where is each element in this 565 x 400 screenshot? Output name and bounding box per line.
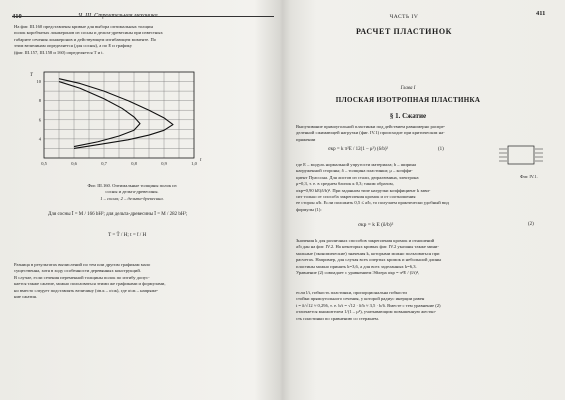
text-line: нагруженной стороны; δ – толщина пластинки; μ – коэффи- xyxy=(296,168,413,174)
formula-relative-moment: Для сосны Ī = M / 166 bH²; для дельта-древесины Ī = M / 282 bH²; xyxy=(48,212,188,217)
text-line: этим величинам определяется (для сосны), а по Е и графику xyxy=(14,43,133,49)
y-tick-label: 6 xyxy=(38,117,41,123)
text-line: габарите сечения лонжеронов и действующем изгибающем моменте. По xyxy=(14,36,157,42)
text-line: пряжении xyxy=(296,136,316,142)
x-axis-label: t xyxy=(200,158,202,163)
series-line-1 xyxy=(59,79,173,149)
chapter-title: ПЛОСКАЯ ИЗОТРОПНАЯ ПЛАСТИНКА xyxy=(335,96,481,104)
intro-paragraph xyxy=(14,24,272,56)
equation-2-number: (2) xyxy=(528,222,534,227)
text-line: ее сторон a/b. Если положить 0,5 ≤ a/b, то получаем практически удобный вид xyxy=(296,200,449,206)
text-line: расчетах. Например, для случая всех опертых кромок и небольшой длины xyxy=(296,257,442,263)
text-line: полок коробчатых лонжеронов из сосны и дельта-древесины при известных xyxy=(14,30,163,36)
chart-grid xyxy=(44,72,194,158)
section-title: § 1. Сжатие xyxy=(389,112,427,120)
text-line: μ=0,3, т. е. в среднем близок к 0,3; таким образом, xyxy=(296,181,394,187)
running-head: Ч. III. Строительная механика xyxy=(78,13,158,19)
text-line: сит только от способа закрепления кромок и от соотношения xyxy=(296,194,416,200)
caption-line: 1 – сосна; 2 – дельта-древесина. xyxy=(100,195,164,201)
x-tick-label: 0,5 xyxy=(41,161,47,166)
chapter-label: Глава I xyxy=(400,86,416,91)
text-line: a/b дан на фиг. IV.2. На некоторых кривых фиг. IV.2 указаны также мини- xyxy=(296,244,439,250)
text-line: i = δ/√12 ≈ 0,29δ, т. е. b/i = √12 · δ/b ≈ 3,5 · b/δ. Вместе с тем уравнение (2) xyxy=(296,302,441,308)
text-line: Уравнение (2) совпадает с уравнением Эйлера σкр = π²E / (l/i)², xyxy=(296,270,420,276)
closing-paragraph xyxy=(14,262,272,300)
header-rule xyxy=(12,16,274,17)
text-line: формулы (1): xyxy=(296,206,322,212)
x-tick-label: 0,8 xyxy=(131,161,137,166)
text-line: (фиг. III.157, III.158 и 160) определяется Т и t. xyxy=(14,49,104,55)
text-line: пластины можно принять k=3,6, а для всех заделанных k=6,3. xyxy=(296,263,417,269)
page-number: 410 xyxy=(12,13,22,20)
text-line: существенна, хотя в ходу особенности деревянных конструкций. xyxy=(14,268,141,274)
chart-labels xyxy=(30,73,202,167)
formula-thickness: T = T̄ / H; t = t̄ / H xyxy=(108,232,147,238)
x-tick-label: 0,7 xyxy=(101,161,107,166)
body-paragraph-2 xyxy=(296,238,552,276)
figure-label: Фиг. IV.1. xyxy=(520,174,538,179)
text-line: стойки прямоугольного сечения, у которой радиус инерции равен xyxy=(296,296,425,302)
page-number: 411 xyxy=(536,10,546,17)
text-line: отличается множителем 1/(1 – μ²), учитывающим повышенную жестко- xyxy=(296,309,437,315)
text-line: На фиг. III.160 представлены кривые для выбора оптимальных толщин xyxy=(14,24,153,29)
part-label: ЧАСТЬ IV xyxy=(389,14,419,20)
part-title: РАСЧЕТ ПЛАСТИНОК xyxy=(355,27,453,36)
figure-caption xyxy=(32,183,232,202)
text-line: сть пластинки по сравнению со стержнем. xyxy=(296,315,379,321)
right-page xyxy=(288,0,558,400)
left-page xyxy=(8,0,274,400)
text-line: где Е – модуль нормальной упругости материала; b – ширина xyxy=(296,162,416,167)
text-line: если l/i, гибкость пластинки, пропорциональна гибкости xyxy=(296,290,407,295)
y-tick-label: 8 xyxy=(38,98,41,104)
chart-lines xyxy=(59,79,173,149)
text-line: деленной сжимающей нагрузки (фиг. IV.1) происходит при критическом на- xyxy=(296,130,445,136)
text-line: но вместо следует подставлять величину (σв.к – σсж), где σсж – напряже- xyxy=(14,287,159,293)
y-tick-label: 10 xyxy=(36,79,41,85)
text-line: кается также сжатие, можно пользоваться этими же графиками и формулами, xyxy=(14,281,166,287)
text-line: Выпучивание прямоугольной пластинки под действием равномерно распре- xyxy=(296,124,446,129)
caption-line: Фиг. III.160. Оптимальные толщины полок из xyxy=(87,183,177,188)
text-line: мальные (экономические) значения k, которыми можно пользоваться при xyxy=(296,250,440,256)
equation-2: σкр = k E (δ/b)² xyxy=(358,222,394,228)
text-line: ние сжатия. xyxy=(14,294,37,300)
x-tick-label: 0,6 xyxy=(71,161,77,166)
y-tick-label: 4 xyxy=(38,136,41,142)
body-paragraph-3 xyxy=(296,290,552,322)
text-line: циент Пуассона. Для листов из стали, дюралюмина, электрона xyxy=(296,174,419,180)
text-line: В случае, если сечения переменной толщины полок по изгибу допус- xyxy=(14,274,150,280)
body-paragraph-1 xyxy=(296,162,522,213)
text-line: Значения k для различных способов закрепления кромок и отношений xyxy=(296,238,435,243)
x-tick-label: 1,0 xyxy=(191,161,197,166)
equation-1-number: (1) xyxy=(438,147,444,152)
caption-line: сосны и дельта-древесины. xyxy=(105,189,159,195)
text-line: σкр=0,90 kE(δ/b)². При заданном типе нагрузки коэффициент k зави- xyxy=(296,187,431,193)
y-axis-label: T xyxy=(30,73,33,78)
equation-1: σкр = k π²E / 12(1 – μ²) (δ/b)² xyxy=(328,147,388,152)
thickness-chart xyxy=(22,66,222,176)
text-line: Разница в результатах вычислений по тем или другим графикам мало xyxy=(14,262,151,267)
x-tick-label: 0,9 xyxy=(161,161,167,166)
